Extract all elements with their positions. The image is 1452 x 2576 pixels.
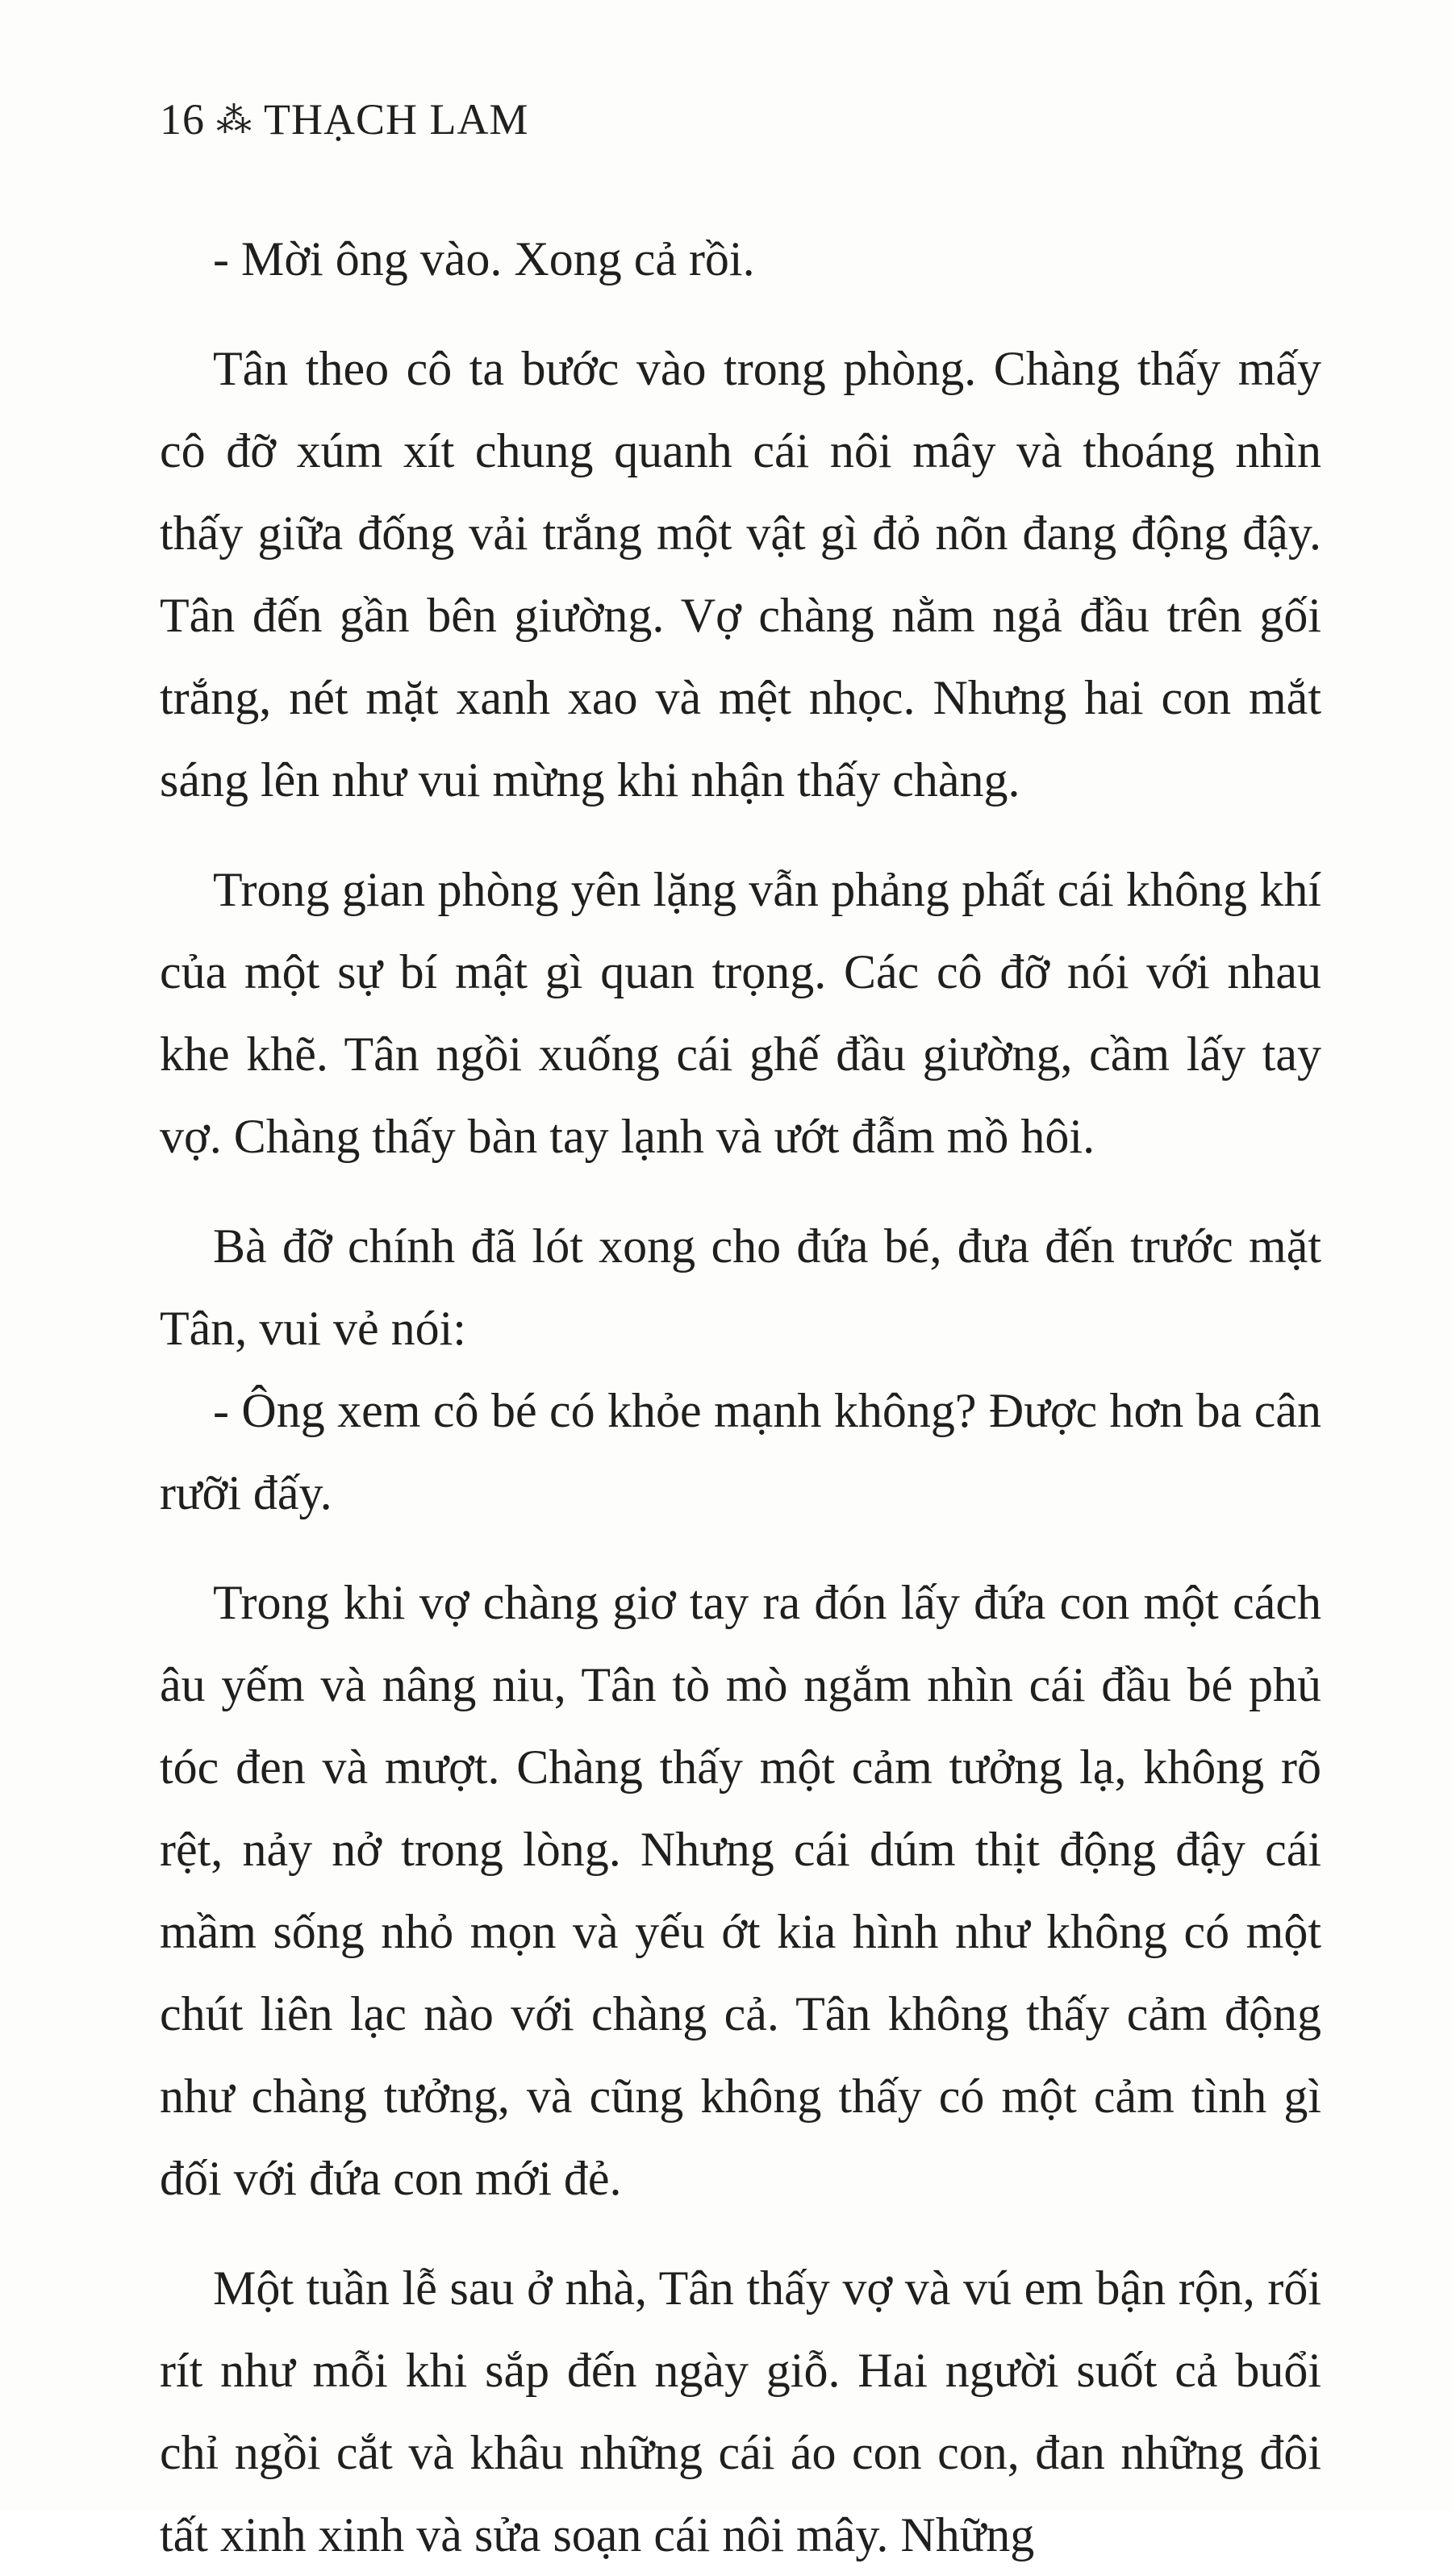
paragraph-enter-room: Tân theo cô ta bước vào trong phòng. Chàng thấy mấy cô đỡ xúm xít chung quanh cái nôi mây và thoáng nhìn thấy giữa đống vải trắng một vật gì đỏ nõn đang động đậy. Tân đến gần bên giường. Vợ chàng nằm ngả đầu trên gối trắng, nét mặt xanh xao và mệt nhọc. Nhưng hai con mắt sáng lên như vui mừng khi nhận thấy chàng.	[160, 342, 1321, 807]
paragraph-dialogue-invite: - Mời ông vào. Xong cả rồi.	[213, 232, 755, 286]
paragraph-midwife: Bà đỡ chính đã lót xong cho đứa bé, đưa đến trước mặt Tân, vui vẻ nói:	[160, 1219, 1321, 1355]
paragraph-first-look: Trong khi vợ chàng giơ tay ra đón lấy đứa con một cách âu yếm và nâng niu, Tân tò mò ngắm nhìn cái đầu bé phủ tóc đen và mượt. Chàng thấy một cảm tưởng lạ, không rõ rệt, nảy nở trong lòng. Nhưng cái dúm thịt động đậy cái mầm sống nhỏ mọn và yếu ớt kia hình như không có một chút liên lạc nào với chàng cả. Tân không thấy cảm động như chàng tưởng, và cũng không thấy có một cảm tình gì đối với đứa con mới đẻ.	[160, 1576, 1321, 2205]
paragraph-dialogue-baby: - Ông xem cô bé có khỏe mạnh không? Được hơn ba cân rưỡi đấy.	[160, 1384, 1321, 1519]
paragraph-quiet-room: Trong gian phòng yên lặng vẫn phảng phất cái không khí của một sự bí mật gì quan trọng. Các cô đỡ nói với nhau khe khẽ. Tân ngồi xuống cái ghế đầu giường, cầm lấy tay vợ. Chàng thấy bàn tay lạnh và ướt đẫm mồ hôi.	[160, 863, 1321, 1163]
ornament-icon: ⁂	[216, 101, 252, 140]
page-number: 16	[160, 95, 205, 144]
paragraph-week-later: Một tuần lễ sau ở nhà, Tân thấy vợ và vú em bận rộn, rối rít như mỗi khi sắp đến ngày giỗ. Hai người suốt cả buổi chỉ ngồi cắt và khâu những cái áo con con, đan những đôi tất xinh xinh và sửa soạn cái nôi mây. Những	[160, 2261, 1321, 2561]
running-header	[160, 87, 529, 155]
body-text	[160, 218, 1321, 2576]
running-header-author: THẠCH LAM	[264, 95, 529, 144]
